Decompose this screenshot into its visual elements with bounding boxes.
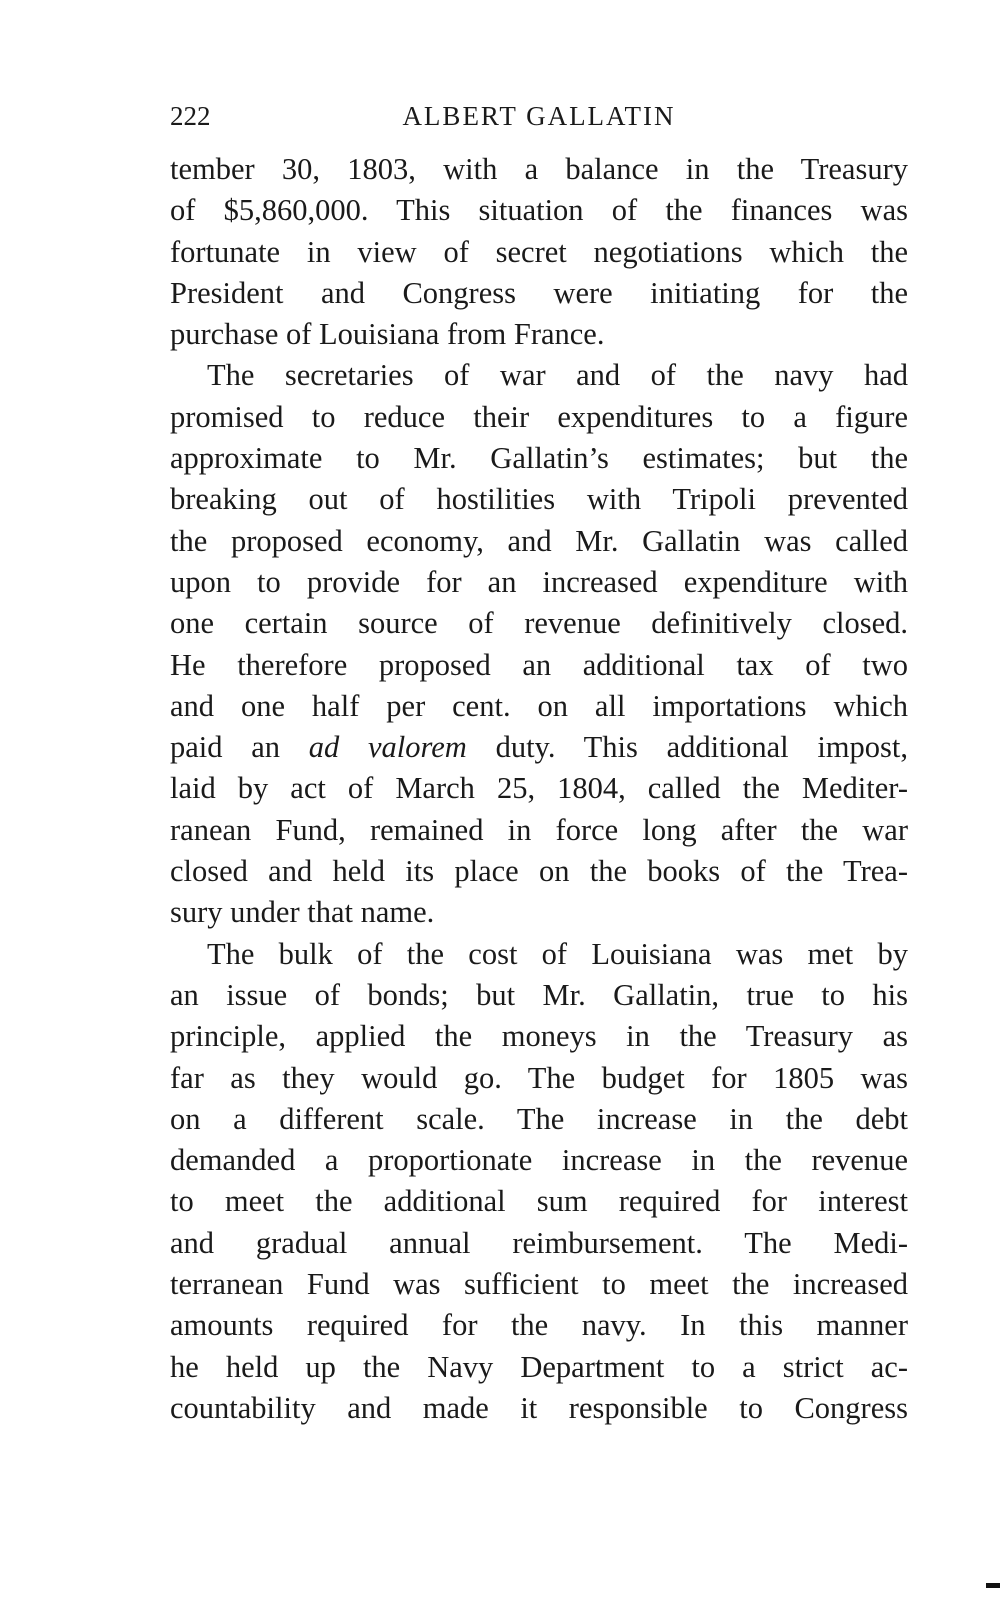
text-line: principle, applied the moneys in the Treasury as — [170, 1019, 908, 1054]
text-line: closed and held its place on the books of the Trea- — [170, 854, 908, 889]
text-line: he held up the Navy Department to a strict ac- — [170, 1349, 908, 1384]
text-line: approximate to Mr. Gallatin’s estimates; but the — [170, 441, 908, 476]
text-line: and one half per cent. on all importations which — [170, 688, 908, 723]
text-line: countability and made it responsible to Congress — [170, 1390, 908, 1425]
text-line: on a different scale. The increase in the debt — [170, 1101, 908, 1136]
text-line: The bulk of the cost of Louisiana was met by — [207, 936, 908, 971]
text-line: demanded a proportionate increase in the revenue — [170, 1143, 908, 1178]
text-line: The secretaries of war and of the navy had — [207, 358, 908, 393]
text-line: and gradual annual reimbursement. The Medi- — [170, 1225, 908, 1260]
italic-phrase: ad valorem — [308, 730, 467, 765]
text-line: sury under that name. — [170, 895, 435, 930]
book-page — [170, 96, 908, 1429]
text-fragment: paid an — [170, 730, 309, 765]
text-line: far as they would go. The budget for 1805 was — [170, 1060, 908, 1095]
text-fragment: duty. This additional impost, — [466, 730, 908, 765]
running-title: ALBERT GALLATIN — [402, 101, 676, 131]
text-line: to meet the additional sum required for interest — [170, 1184, 908, 1219]
text-line: one certain source of revenue definitively closed. — [170, 606, 908, 641]
text-line: upon to provide for an increased expenditure with — [170, 564, 908, 599]
body-text — [170, 149, 908, 1429]
text-line: terranean Fund was sufficient to meet the increased — [170, 1267, 908, 1302]
text-line: amounts required for the navy. In this manner — [170, 1308, 908, 1343]
text-line: of $5,860,000. This situation of the finances was — [170, 193, 908, 228]
text-line: the proposed economy, and Mr. Gallatin was called — [170, 523, 908, 558]
text-line: purchase of Louisiana from France. — [170, 317, 605, 352]
text-line: promised to reduce their expenditures to a figure — [170, 399, 908, 434]
text-line — [170, 727, 908, 768]
text-line: tember 30, 1803, with a balance in the Treasury — [170, 152, 908, 186]
text-line: laid by act of March 25, 1804, called the Mediter- — [170, 771, 908, 806]
running-head — [170, 96, 908, 136]
page-edge-mark — [986, 1583, 1000, 1588]
text-line: fortunate in view of secret negotiations which the — [170, 234, 908, 269]
text-line: President and Congress were initiating for the — [170, 275, 908, 310]
page-number: 222 — [170, 101, 211, 131]
text-line: breaking out of hostilities with Tripoli prevented — [170, 482, 908, 517]
text-line: an issue of bonds; but Mr. Gallatin, true to his — [170, 977, 908, 1012]
text-line: He therefore proposed an additional tax of two — [170, 647, 908, 682]
text-line: ranean Fund, remained in force long after the war — [170, 812, 908, 847]
